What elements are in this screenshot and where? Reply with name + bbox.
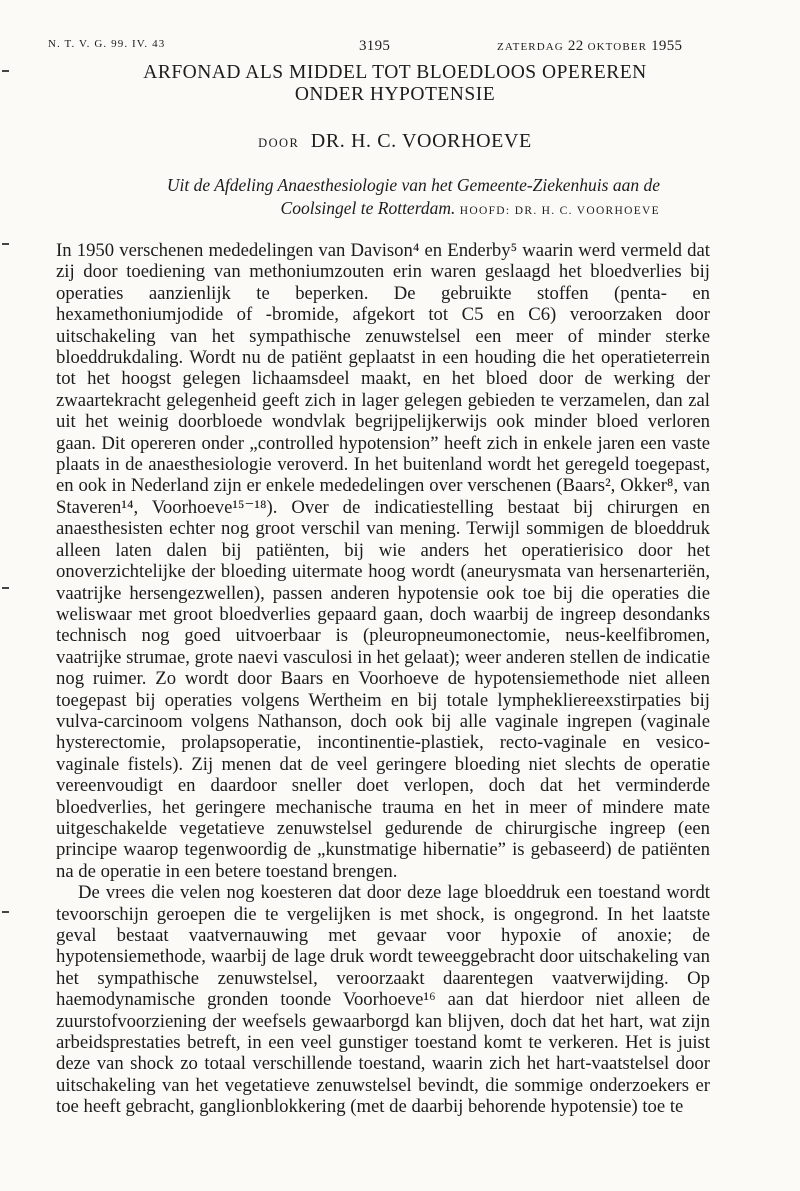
date-number: 22 <box>567 38 584 54</box>
title-line-2: ONDER HYPOTENSIE <box>294 84 496 105</box>
page-number: 3195 <box>359 38 391 54</box>
title-line-1: ARFONAD ALS MIDDEL TOT BLOEDLOOS OPEREREN <box>143 62 647 83</box>
affiliation-line-2 <box>100 197 660 223</box>
journal-reference: N. T. V. G. 99. IV. 43 <box>48 38 166 50</box>
date-month: OKTOBER <box>587 41 648 53</box>
date-day: ZATERDAG <box>497 41 564 53</box>
byline-prefix: DOOR <box>258 136 300 150</box>
affiliation <box>100 174 660 223</box>
margin-mark <box>2 243 9 245</box>
issue-date <box>497 38 682 55</box>
paragraph-2: De vrees die velen nog koesteren dat door deze lage bloeddruk een toestand wordt tevoorschijn geroepen die te vergelijken is met shock, is ongegrond. In het laatste geval bestaat vaatvernauwing met gevaar voor hypoxie of anoxie; de hypotensiemethode, waarbij de lage druk wordt teweeggebracht door uitschakeling van het sympathische zenuwstelsel, veroorzaakt daarentegen vaatverwijding. Op haemodynamische gronden toonde Voorhoeve¹⁶ aan dat hierdoor niet alleen de zuurstofvoorziening der weefsels gewaarborgd kan blijven, doch dat het hart, wat zijn arbeidsprestaties betreft, in een veel gunstiger toestand komt te verkeren. Het is juist deze van shock zo totaal verschillende toestand, waarin zich het hart-vaatstelsel door uitschakeling van het vegetatieve zenuwstelsel bevindt, die sommige onderzoekers er toe heeft gebracht, ganglionblokkering (met de daarbij behorende hypotensie) toe te <box>56 882 710 1118</box>
margin-mark <box>2 911 9 913</box>
byline <box>0 130 790 153</box>
margin-mark <box>2 587 9 589</box>
affiliation-location: Coolsingel te Rotterdam. <box>280 198 456 218</box>
paragraph-1: In 1950 verschenen mededelingen van Davison⁴ en Enderby⁵ waarin werd vermeld dat zij door toediening van methoniumzouten erin waren geslaagd het bloedverlies bij operaties aanzienlijk te beperken. De gebruikte stoffen (penta- en hexamethoniumjodide of -bromide, afgekort tot C5 en C6) veroorzaken door uitschakeling van het sympathische zenuwstelsel een meer of minder sterke bloeddrukdaling. Wordt nu de patiënt geplaatst in een houding die het operatieterrein tot het hoogst gelegen lichaamsdeel maakt, en het bloed door de werking der zwaartekracht gelegenheid geeft zich in lager gelegen gebieden te verzamelen, dan zal uit het weinig doorbloede wondvlak begrijpelijkerwijs ook minder bloed verloren gaan. Dit opereren onder „controlled hypotension” heeft zich in enkele jaren een vaste plaats in de anaesthesiologie veroverd. In het buitenland wordt het geregeld toegepast, en ook in Nederland zijn er enkele mededelingen over verschenen (Baars², Okker⁸, van Staveren¹⁴, Voorhoeve¹⁵⁻¹⁸). Over de indicatiestelling bestaat bij chirurgen en anaesthesisten echter nog groot verschil van mening. Terwijl sommigen de bloeddruk alleen laten dalen bij patiënten, bij wie anders het operatierisico door het onoverzichtelijke der bloeding uitermate hoog wordt (aneurysmata van hersenarteriën, vaatrijke hersengezwellen), passen anderen hypotensie ook toe bij die operaties die weliswaar met groot bloedverlies gepaard gaan, doch waarbij de ingreep desondanks technisch nog goed uitvoerbaar is (pleuropneumonectomie, neus-keelfibromen, vaatrijke strumae, grote naevi vasculosi in het gelaat); weer anderen stellen de indicatie nog ruimer. Zo wordt door Baars en Voorhoeve de hypotensiemethode niet alleen toegepast bij operaties volgens Wertheim en bij totale lymphekliereexstirpaties bij vulva-carcinoom volgens Nathanson, doch ook bij alle vaginale ingrepen (vaginale hysterectomie, prolapsoperatie, incontinentie-plastiek, recto-vaginale en vesico-vaginale fistels). Zij menen dat de veel geringere bloeding niet slechts de operatie vereenvoudigt en daardoor sneller doet verlopen, doch dat het verminderde bloedverlies, het geringere mechanische trauma en het in meer of mindere mate uitgeschakelde vegetatieve zenuwstelsel gedurende de chirurgische ingreep (een principe waarop tegenwoordig de „kunstmatige hibernatie” is gebaseerd) de patiënten na de operatie in een betere toestand brengen. <box>56 240 710 882</box>
margin-mark <box>2 70 9 72</box>
affiliation-line-1: Uit de Afdeling Anaesthesiologie van het Gemeente-Ziekenhuis aan de <box>166 175 660 195</box>
article-body <box>56 240 710 1118</box>
article-title <box>60 62 730 106</box>
date-year: 1955 <box>651 38 683 54</box>
head-name: DR. H. C. VOORHOEVE <box>514 205 660 217</box>
author-name: DR. H. C. VOORHOEVE <box>310 130 532 152</box>
head-label: HOOFD: <box>459 205 511 217</box>
